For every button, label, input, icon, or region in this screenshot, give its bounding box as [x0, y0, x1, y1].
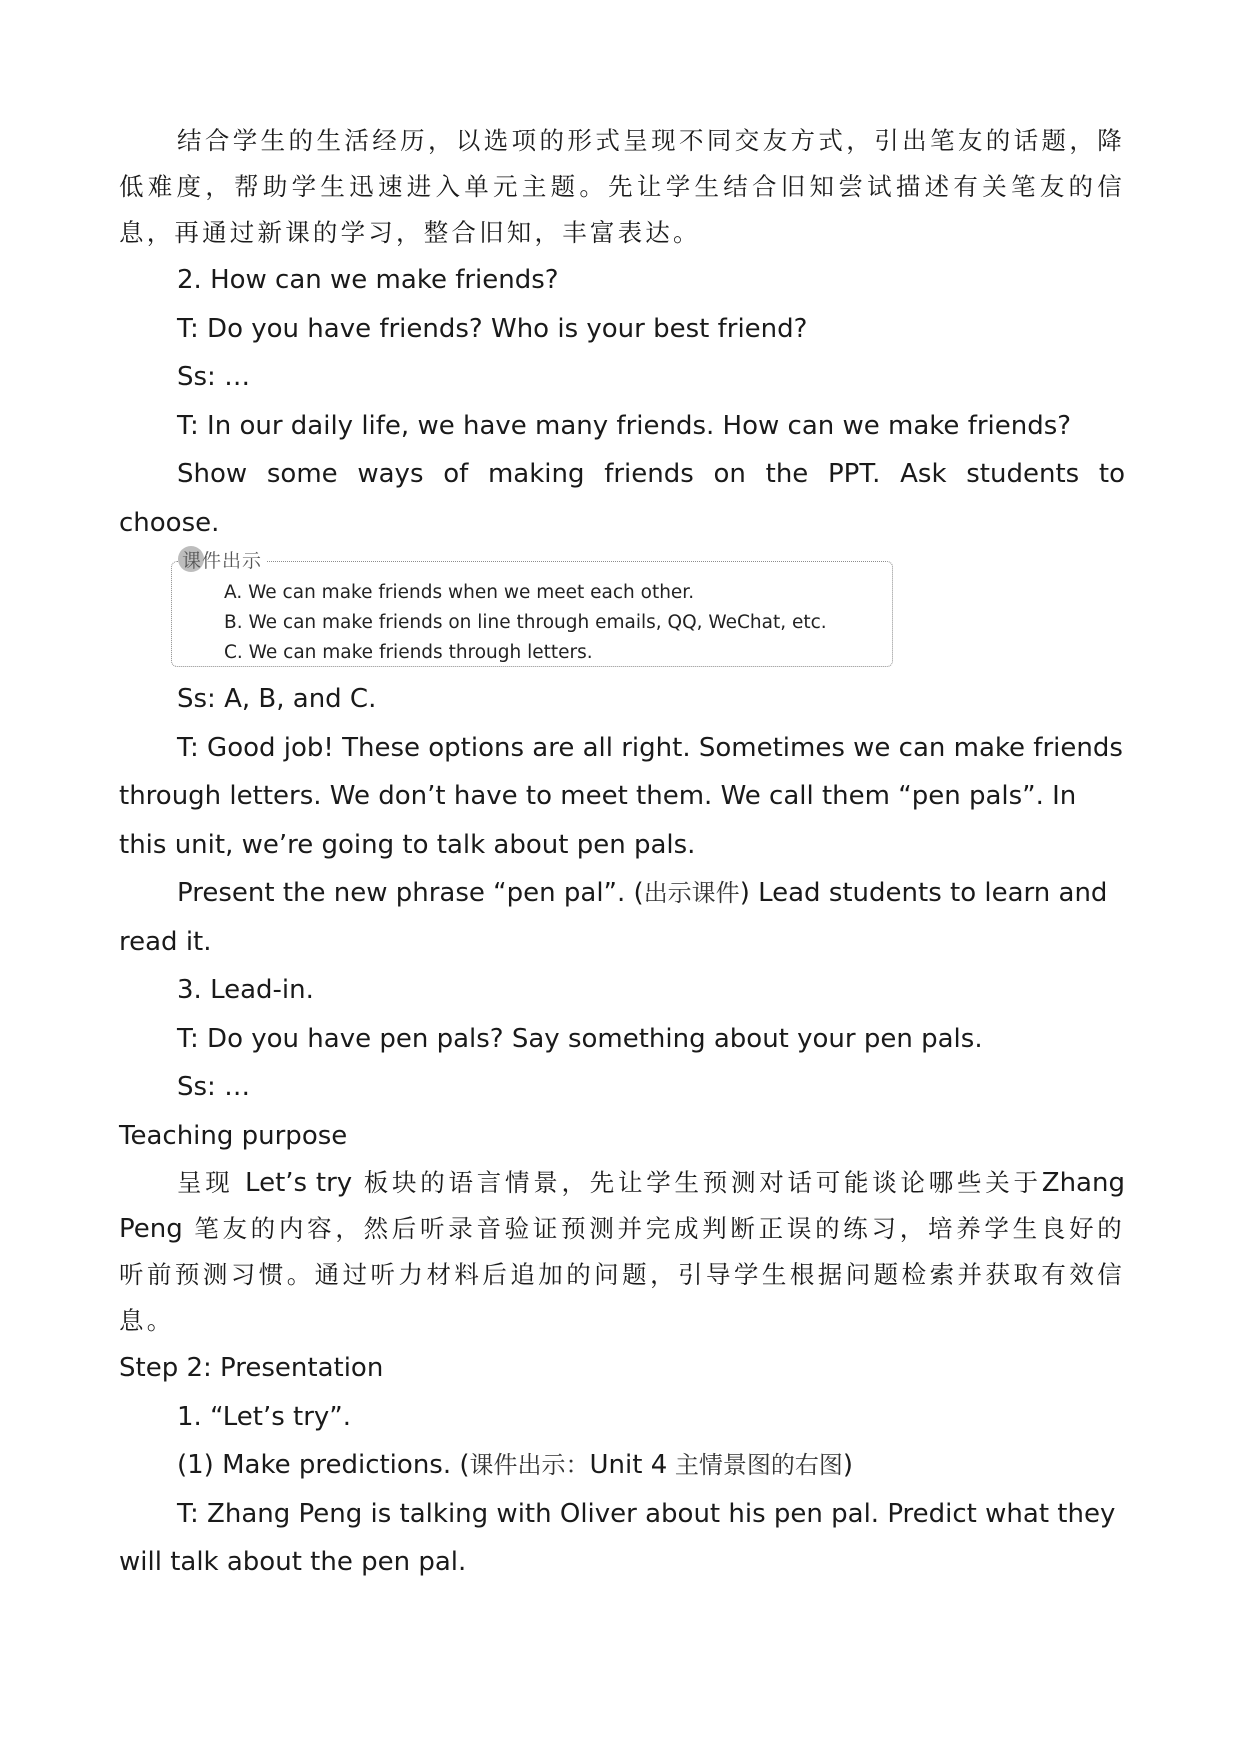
courseware-options [224, 578, 827, 668]
text-run-zh: 笔友的内容，然后听录音验证预测并完成判断正误的练习，培养学生良好的听前预测习惯。通过听力材料后追加的问题，引导学生根据问题检索并获取有效信息。 [119, 1214, 1125, 1335]
text-run-zh: 呈现 [177, 1168, 246, 1197]
purpose-paragraph [119, 1160, 1125, 1344]
text-run: ) [842, 1450, 854, 1480]
instruction-paragraph: Show some ways of making friends on the PPT. Ask students to choose. [119, 459, 1125, 538]
text-run-en: Let’s try [245, 1168, 353, 1198]
option-b: B. We can make friends on line through emails, QQ, WeChat, etc. [224, 612, 827, 633]
document-page [119, 118, 1125, 1587]
heading-lead-in: 3. Lead-in. [177, 975, 314, 1005]
option-a: A. We can make friends when we meet each other. [224, 582, 695, 603]
dialogue-line: Ss: … [177, 1072, 251, 1102]
text-run: ) Lead students to learn and read it. [119, 878, 1108, 957]
dialogue-line: T: Do you have friends? Who is your best friend? [177, 313, 808, 344]
text-run-zh: 课件出示： [469, 1451, 590, 1479]
dialogue-line: Ss: … [177, 362, 251, 392]
text-run-zh: 板块的语言情景，先让学生预测对话可能谈论哪些关于 [352, 1168, 1042, 1197]
teaching-purpose-heading: Teaching purpose [119, 1120, 348, 1151]
option-c: C. We can make friends through letters. [224, 642, 593, 663]
step-heading: Step 2: Presentation [119, 1353, 384, 1383]
dialogue-line: T: Do you have pen pals? Say something about your pen pals. [177, 1023, 983, 1054]
dialogue-line: Ss: A, B, and C. [177, 684, 377, 714]
present-phrase-paragraph [119, 869, 1125, 966]
courseware-box [171, 550, 893, 667]
dialogue-paragraph: T: Zhang Peng is talking with Oliver about his pen pal. Predict what they will talk about the pen pal. [119, 1498, 1116, 1577]
text-run-zh: 出示课件 [643, 879, 740, 907]
dialogue-paragraph: T: Good job! These options are all right. Sometimes we can make friends through letters. We don’t have to meet them. We call them “pen pals”. In this unit, we’re going to talk about pen pals. [119, 732, 1123, 860]
courseware-tag-label: 课件出示 [182, 550, 263, 572]
text-run: (1) Make predictions. ( [177, 1450, 470, 1480]
text-run: Unit 4 [589, 1450, 668, 1480]
text-run: Present the new phrase “pen pal”. ( [177, 878, 644, 908]
intro-paragraph: 结合学生的生活经历，以选项的形式呈现不同交友方式，引出笔友的话题，降低难度，帮助学生迅速进入单元主题。先让学生结合旧知尝试描述有关笔友的信息，再通过新课的学习，整合旧知，丰富表达。 [119, 126, 1125, 247]
text-run-zh: 主情景图的右图 [667, 1451, 843, 1479]
text-run-en: Zhang Peng [119, 1168, 1125, 1244]
predictions-line [119, 1441, 1125, 1490]
heading-how-make-friends: 2. How can we make friends? [177, 265, 559, 295]
courseware-tag [182, 548, 266, 574]
dialogue-line: T: In our daily life, we have many friends. How can we make friends? [177, 410, 1072, 441]
subheading-lets-try: 1. “Let’s try”. [177, 1401, 352, 1432]
